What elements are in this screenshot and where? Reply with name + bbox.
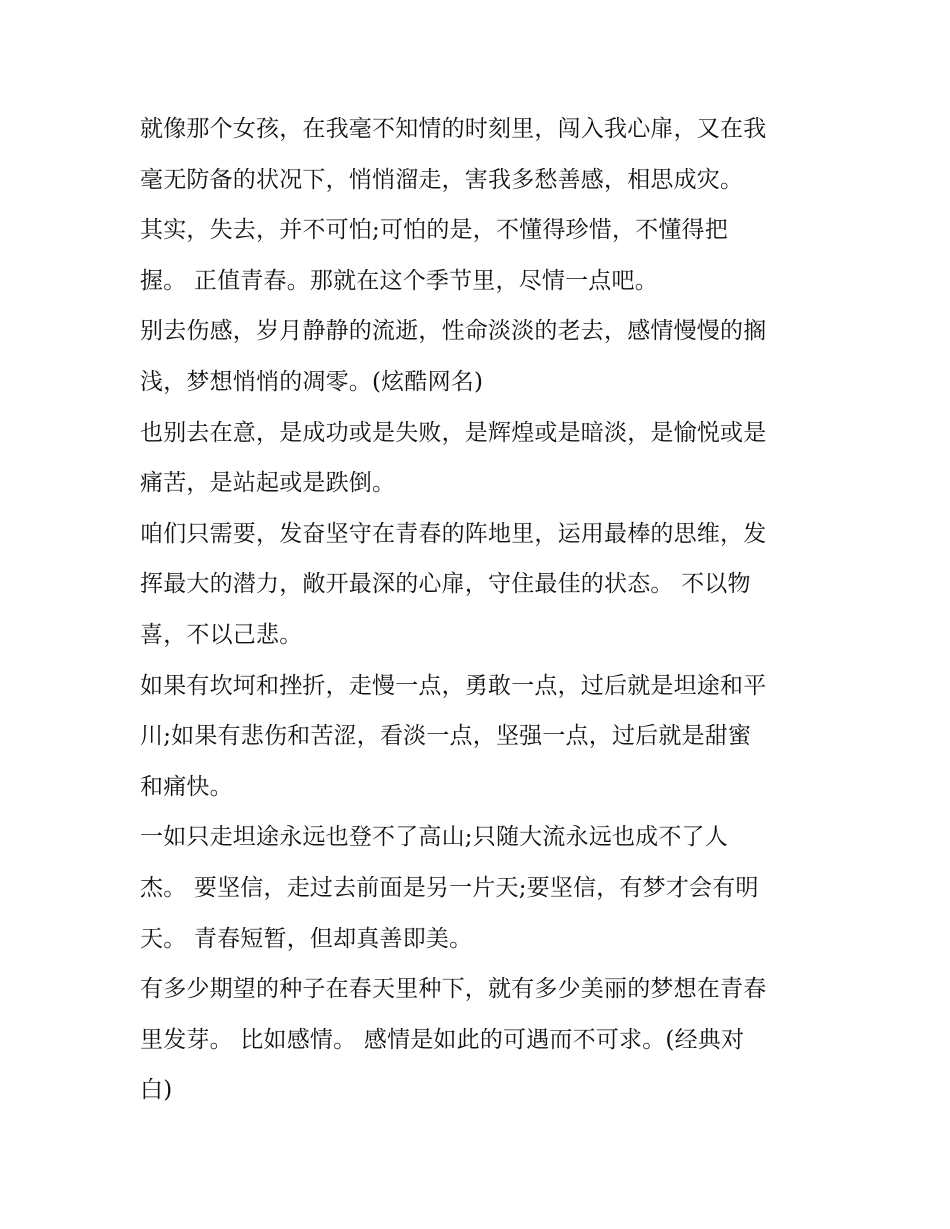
text-line: 白) xyxy=(140,1077,173,1104)
text-line: 喜，不以己悲。 xyxy=(140,621,303,648)
text-line: 杰。 要坚信，走过去前面是另一片天;要坚信，有梦才会有明 xyxy=(140,874,759,901)
text-line: 咱们只需要，发奋坚守在青春的阵地里，运用最棒的思维，发 xyxy=(140,520,767,547)
text-line: 痛苦，是站起或是跌倒。 xyxy=(140,470,396,497)
text-line: 天。 青春短暂，但却真善即美。 xyxy=(140,925,473,952)
text-line: 其实，失去，并不可怕;可怕的是，不懂得珍惜，不懂得把 xyxy=(140,217,728,244)
text-line: 川;如果有悲伤和苦涩，看淡一点，坚强一点，过后就是甜蜜 xyxy=(140,723,752,750)
text-line: 握。 正值青春。那就在这个季节里，尽情一点吧。 xyxy=(140,267,658,294)
text-line: 有多少期望的种子在春天里种下，就有多少美丽的梦想在青春 xyxy=(140,976,767,1003)
text-line: 挥最大的潜力，敞开最深的心扉，守住最佳的状态。 不以物 xyxy=(140,571,751,598)
text-line: 也别去在意，是成功或是失败，是辉煌或是暗淡，是愉悦或是 xyxy=(140,419,767,446)
text-line: 浅，梦想悄悄的凋零。(炫酷网名) xyxy=(140,368,484,395)
text-line: 一如只走坦途永远也登不了高山;只随大流永远也成不了人 xyxy=(140,824,728,851)
text-line: 别去伤感，岁月静静的流逝，性命淡淡的老去，感情慢慢的搁 xyxy=(140,318,767,345)
text-line: 里发芽。 比如感情。 感情是如此的可遇而不可求。(经典对 xyxy=(140,1026,745,1053)
text-line: 就像那个女孩，在我毫不知情的时刻里，闯入我心扉，又在我 xyxy=(140,116,767,142)
text-line: 和痛快。 xyxy=(140,773,233,800)
text-line: 毫无防备的状况下，悄悄溜走，害我多愁善感，相思成灾。 xyxy=(140,166,744,193)
document-body xyxy=(140,104,820,1116)
text-line: 如果有坎坷和挫折，走慢一点，勇敢一点，过后就是坦途和平 xyxy=(140,672,767,699)
